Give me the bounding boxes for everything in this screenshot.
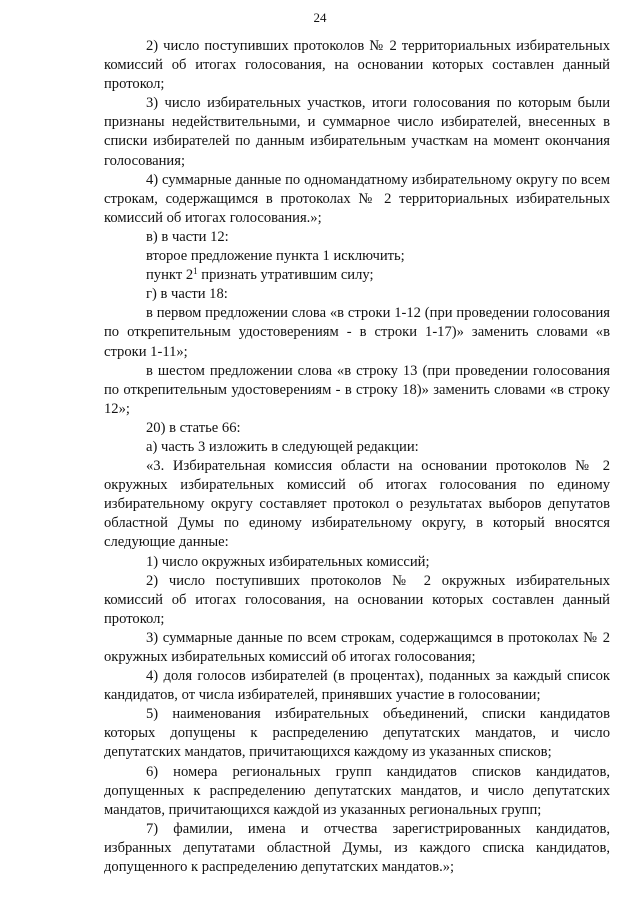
paragraph: 2) число поступивших протоколов № 2 территориальных избирательных комиссий об итогах голосования, на основании которых составлен данный протокол;: [104, 38, 610, 93]
paragraph: 3) число избирательных участков, итоги голосования по которым были признаны недействительными, и суммарное число избирателей, внесенных в списки избирателей по данным избирательным участкам на момент окончания голосования;: [104, 95, 610, 169]
paragraph: 1) число окружных избирательных комиссий;: [146, 553, 430, 570]
paragraph: 7) фамилии, имена и отчества зарегистрированных кандидатов, избранных депутатами областной Думы, из каждого списка кандидатов, допущенного к распределению депутатских мандатов.»;: [104, 820, 610, 876]
paragraph: в первом предложении слова «в строки 1-12 (при проведении голосования по открепительным удостоверениям - в строки 1-17)» заменить словами «в строки 1-11»;: [104, 305, 610, 360]
paragraph: г) в части 18:: [146, 286, 228, 303]
page-number: 24: [313, 10, 327, 25]
paragraph: «3. Избирательная комиссия области на основании протоколов № 2 окружных избирательных комиссий об итогах голосования по единому избирательному округу составляет протокол о результатах выборов депутатов областной Думы по единому избирательному округу, в который вносятся следующие данные:: [104, 458, 610, 551]
paragraph: в шестом предложении слова «в строку 13 (при проведении голосования по открепительным удостоверениям - в строку 18)» заменить словами «в строку 12»;: [104, 362, 610, 417]
superscript: 1: [193, 266, 198, 277]
paragraph: второе предложение пункта 1 исключить;: [146, 248, 405, 265]
paragraph: а) часть 3 изложить в следующей редакции:: [146, 438, 419, 455]
paragraph: 5) наименования избирательных объединений, списки кандидатов которых допущены к распределению депутатских мандатов, и число депутатских мандатов, причитающихся каждому из указанных списков;: [104, 706, 610, 761]
paragraph: 6) номера региональных групп кандидатов списков кандидатов, допущенных к распределению депутатских мандатов, и число депутатских мандатов, причитающихся каждой из указанных региональных групп;: [104, 763, 610, 818]
paragraph: [104, 266, 610, 285]
paragraph-text: признать утратившим силу;: [197, 267, 374, 284]
paragraph: 3) суммарные данные по всем строкам, содержащимся в протоколах № 2 окружных избирательных комиссий об итогах голосования;: [104, 629, 610, 665]
document-body: [104, 37, 610, 877]
paragraph: 4) доля голосов избирателей (в процентах), поданных за каждый список кандидатов, от числа избирателей, принявших участие в голосовании;: [104, 668, 610, 704]
paragraph: в) в части 12:: [146, 228, 229, 245]
paragraph: 4) суммарные данные по одномандатному избирательному округу по всем строкам, содержащимся в протоколах № 2 территориальных избирательных комиссий об итогах голосования.»;: [104, 171, 610, 226]
paragraph: 2) число поступивших протоколов № 2 окружных избирательных комиссий об итогах голосования, на основании которых составлен данный протокол;: [104, 572, 610, 627]
paragraph-text: пункт 2: [146, 267, 194, 284]
paragraph: 20) в статье 66:: [146, 419, 241, 436]
